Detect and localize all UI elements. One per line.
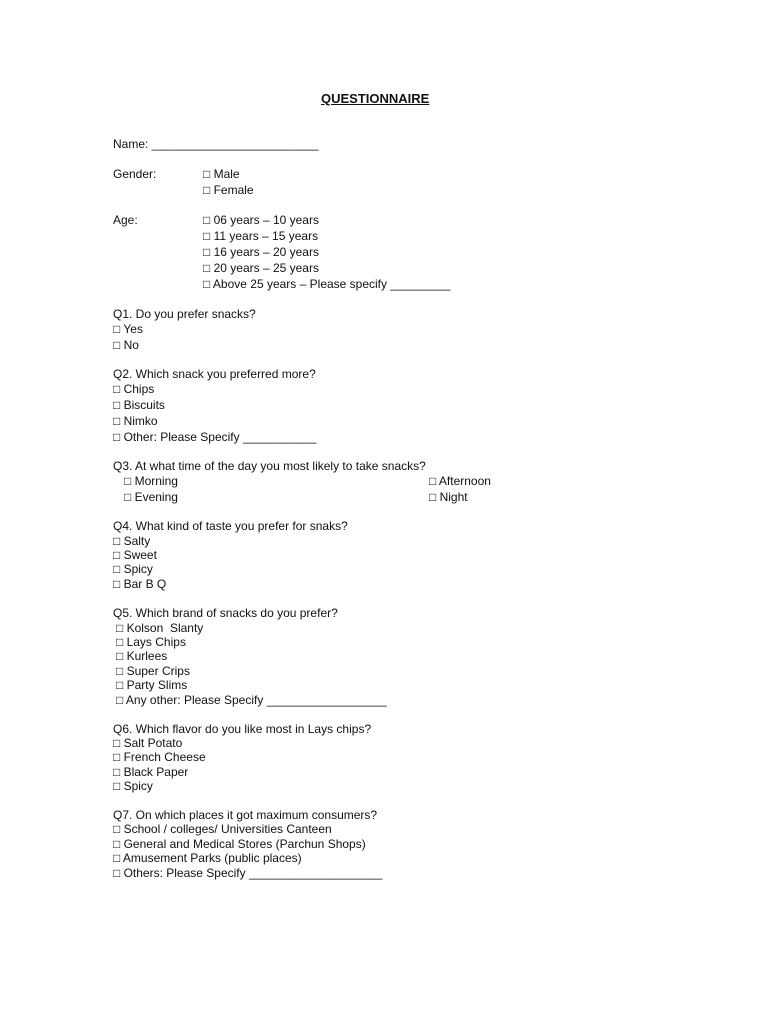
q5-option[interactable]: □ Any other: Please Specify __________________	[116, 693, 387, 707]
q5-option[interactable]: □ Lays Chips	[116, 635, 186, 649]
age-option[interactable]: □ Above 25 years – Please specify _________	[203, 277, 451, 291]
q5-option[interactable]: □ Kurlees	[116, 649, 168, 663]
q6-option[interactable]: □ Salt Potato	[113, 736, 183, 750]
age-option[interactable]: □ 16 years – 20 years	[203, 245, 319, 259]
q6-option[interactable]: □ Black Paper	[113, 765, 189, 779]
q6-option[interactable]: □ Spicy	[113, 779, 153, 793]
q3-option[interactable]: □ Night	[429, 490, 468, 504]
q7-option[interactable]: □ Amusement Parks (public places)	[113, 851, 302, 865]
q4-option[interactable]: □ Sweet	[113, 548, 157, 562]
q3-question: Q3. At what time of the day you most likely to take snacks?	[113, 459, 426, 473]
q5-option[interactable]: □ Super Crips	[116, 664, 190, 678]
q3-option[interactable]: □ Afternoon	[429, 474, 491, 488]
gender-option-female[interactable]: □ Female	[203, 183, 254, 197]
q3-option[interactable]: □ Morning	[124, 474, 178, 488]
q4-option[interactable]: □ Salty	[113, 534, 151, 548]
q5-option[interactable]: □ Party Slims	[116, 678, 188, 692]
q1-option[interactable]: □ No	[113, 338, 139, 352]
q4-option[interactable]: □ Spicy	[113, 562, 153, 576]
q2-option[interactable]: □ Biscuits	[113, 398, 165, 412]
q7-option[interactable]: □ General and Medical Stores (Parchun Shops)	[113, 837, 366, 851]
q7-option[interactable]: □ School / colleges/ Universities Canteen	[113, 822, 332, 836]
q5-question: Q5. Which brand of snacks do you prefer?	[113, 606, 338, 620]
q6-option[interactable]: □ French Cheese	[113, 750, 206, 764]
q2-option[interactable]: □ Other: Please Specify ___________	[113, 430, 317, 444]
q2-option[interactable]: □ Nimko	[113, 414, 158, 428]
q4-question: Q4. What kind of taste you prefer for snaks?	[113, 519, 348, 533]
age-label: Age:	[113, 213, 138, 227]
q1-option[interactable]: □ Yes	[113, 322, 143, 336]
page-title: QUESTIONNAIRE	[321, 91, 430, 106]
q1-question: Q1. Do you prefer snacks?	[113, 307, 256, 321]
q5-option[interactable]: □ Kolson Slanty	[116, 621, 204, 635]
age-option[interactable]: □ 20 years – 25 years	[203, 261, 319, 275]
gender-option-male[interactable]: □ Male	[203, 167, 240, 181]
q4-option[interactable]: □ Bar B Q	[113, 577, 167, 591]
q7-question: Q7. On which places it got maximum consumers?	[113, 808, 378, 822]
name-field[interactable]: Name: _________________________	[113, 137, 319, 151]
q2-question: Q2. Which snack you preferred more?	[113, 367, 316, 381]
q6-question: Q6. Which flavor do you like most in Lays chips?	[113, 722, 372, 736]
q3-option[interactable]: □ Evening	[124, 490, 178, 504]
age-option[interactable]: □ 06 years – 10 years	[203, 213, 319, 227]
gender-label: Gender:	[113, 167, 157, 181]
q7-option[interactable]: □ Others: Please Specify ____________________	[113, 866, 383, 880]
q2-option[interactable]: □ Chips	[113, 382, 155, 396]
age-option[interactable]: □ 11 years – 15 years	[203, 229, 319, 243]
